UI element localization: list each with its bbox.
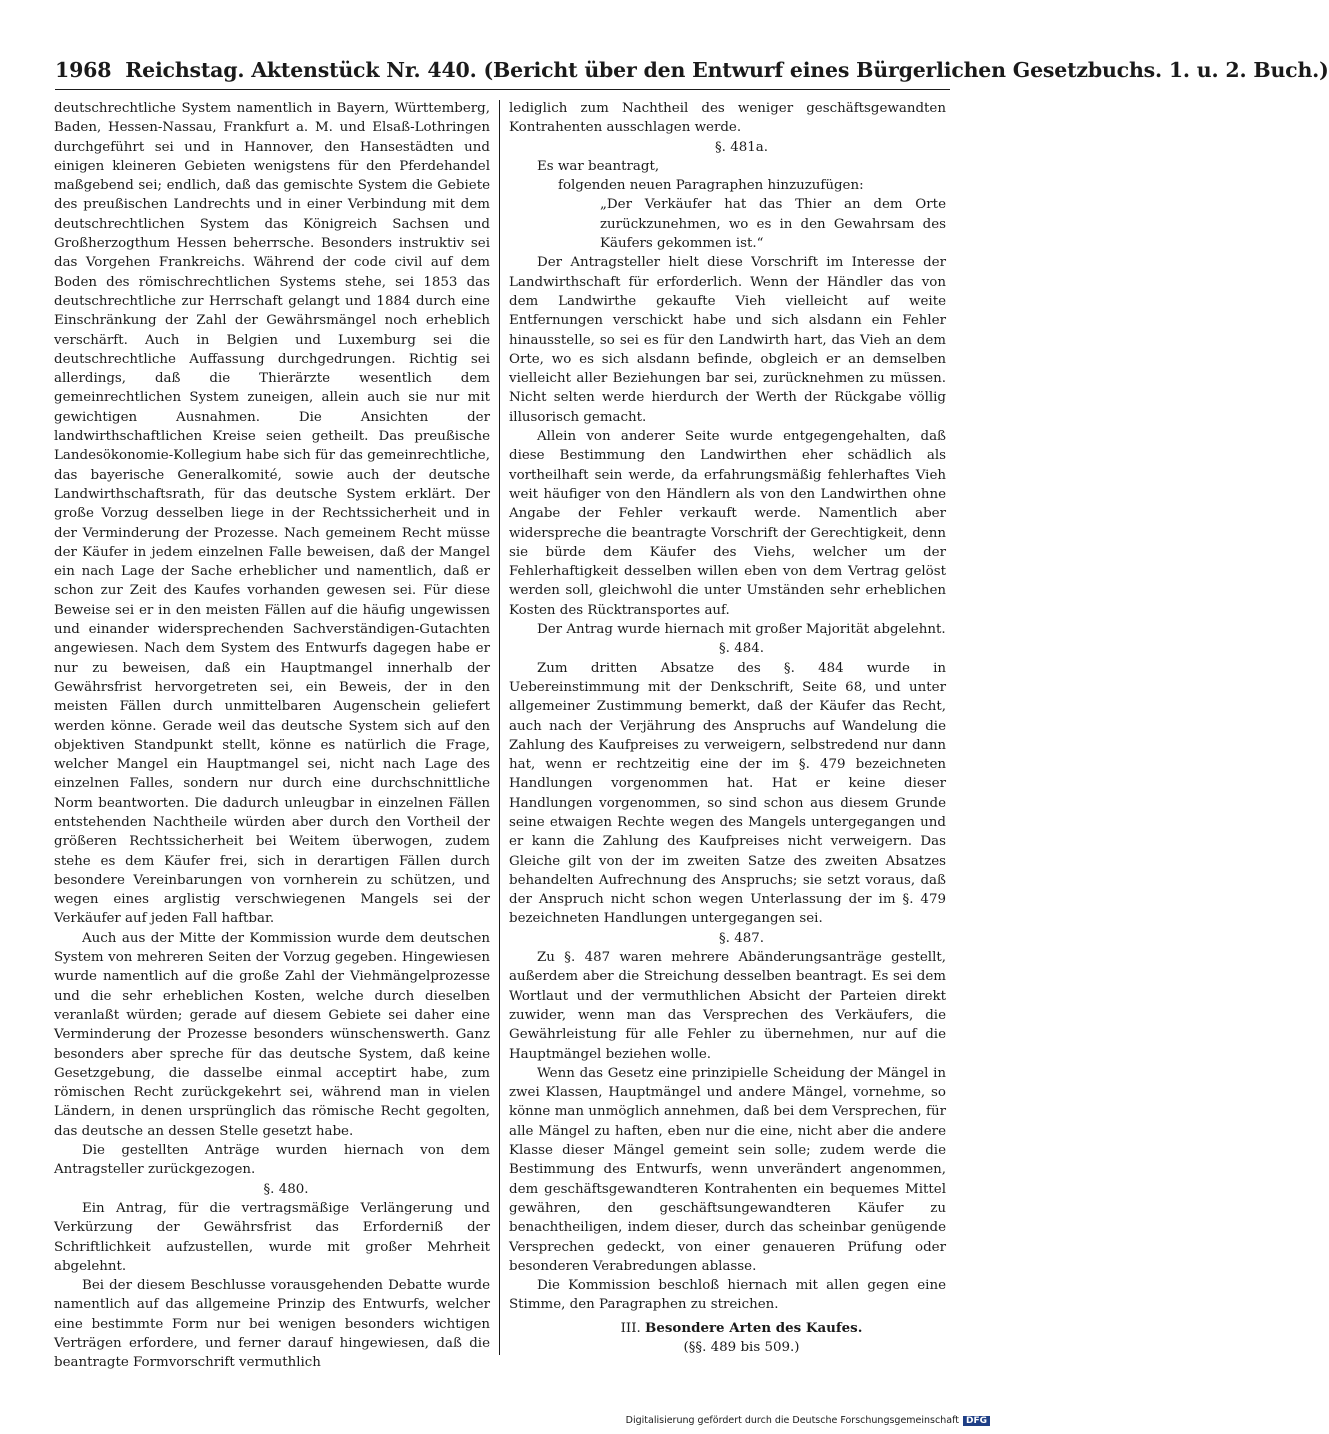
- dfg-logo: DFG: [963, 1416, 990, 1426]
- header-rule: [55, 89, 950, 90]
- column-divider: [499, 100, 500, 1355]
- right-column: [509, 99, 946, 1357]
- section-heading-487: §. 487.: [718, 930, 765, 946]
- paragraph: Zu §. 487 waren mehrere Abänderungsanträge gestellt, außerdem aber die Streichung desselben beantragt. Es sei dem Wortlaut und der vermuthlichen Absicht der Parteien direkt zuwider, wenn man das Versprechen des Verkäufers, die Gewährleistung für alle Fehler zu übernehmen, nur auf die Hauptmängel beziehen wolle.: [509, 950, 946, 1062]
- page-header-title: Reichstag. Aktenstück Nr. 440. (Bericht über den Entwurf eines Bürgerlichen Gesetzbuchs. 1. u. 2. Buch.): [125, 58, 1329, 82]
- proposed-paragraph-quote: „Der Verkäufer hat das Thier an dem Orte zurückzunehmen, wo es in den Gewahrsam des Käufers gekommen ist.“: [600, 197, 946, 252]
- part-heading-number: III.: [620, 1320, 641, 1336]
- part-heading-range: (§§. 489 bis 509.): [683, 1340, 800, 1355]
- paragraph: Zum dritten Absatze des §. 484 wurde in Uebereinstimmung mit der Denkschrift, Seite 68, und unter allgemeiner Zustimmung bemerkt, daß der Käufer das Recht, auch nach der Verjährung des Anspruchs auf Wandelung die Zahlung des Kaufpreises zu verweigern, selbstredend nur dann hat, wenn er rechtzeitig eine der im §. 479 bezeichneten Handlungen vorgenommen hat. Hat er keine dieser Handlungen vorgenommen, so sind schon aus diesem Grunde seine etwaigen Rechte wegen des Mangels untergegangen und er kann die Zahlung des Kaufpreises nicht verweigern. Das Gleiche gilt von der im zweiten Satze des zweiten Absatzes behandelten Aufrechnung des Anspruchs; sie setzt voraus, daß der Anspruch nicht schon wegen Unterlassung der im §. 479 bezeichneten Handlungen untergegangen sei.: [509, 660, 946, 927]
- paragraph: Der Antrag wurde hiernach mit großer Majorität abgelehnt.: [537, 622, 946, 638]
- section-heading-480: §. 480.: [263, 1181, 309, 1197]
- paragraph: Auch aus der Mitte der Kommission wurde dem deutschen System von mehreren Seiten der Vorzug gegeben. Hingewiesen wurde namentlich auf die große Zahl der Viehmängelprozesse und die sehr erheblichen Kosten, welche durch dieselben veranlaßt würden; gerade auf diesem Gebiete sei daher eine Verminderung der Prozesse besonders wünschenswerth. Ganz besonders aber spreche für das deutsche System, daß keine Gesetzgebung, die dasselbe einmal acceptirt habe, zum römischen Recht zurückgekehrt sei, während man in vielen Ländern, in denen ursprünglich das römische Recht gegolten, das deutsche an dessen Stelle gesetzt habe.: [54, 930, 490, 1139]
- paragraph: Die Kommission beschloß hiernach mit allen gegen eine Stimme, den Paragraphen zu streichen.: [509, 1278, 946, 1313]
- paragraph: Ein Antrag, für die vertragsmäßige Verlängerung und Verkürzung der Gewährsfrist das Erforderniß der Schriftlichkeit aufzustellen, wurde mit großer Mehrheit abgelehnt.: [54, 1200, 490, 1274]
- paragraph: Der Antragsteller hielt diese Vorschrift im Interesse der Landwirthschaft für erforderlich. Wenn der Händler das von dem Landwirthe gekaufte Vieh vielleicht auf weite Entfernungen verschickt habe und sich alsdann ein Fehler hinausstelle, so sei es für den Landwirth hart, das Vieh an dem Orte, wo es sich alsdann befinde, obgleich er an demselben vielleicht aller Beziehungen bar sei, zurücknehmen zu müssen. Nicht selten werde hierdurch der Werth der Rückgabe völlig illusorisch gemacht.: [509, 255, 946, 425]
- paragraph: deutschrechtliche System namentlich in Bayern, Württemberg, Baden, Hessen-Nassau, Frankfurt a. M. und Elsaß-Lothringen durchgeführt sei und in Hannover, den Hansestädten und einigen kleineren Gebieten wenigstens für den Pferdehandel maßgebend sei; endlich, daß das gemischte System die Gebiete des preußischen Landrechts und in einer Verbindung mit dem deutschrechtlichen System das Königreich Sachsen und Großherzogthum Hessen beherrsche. Besonders instruktiv sei das Vorgehen Frankreichs. Während der code civil auf dem Boden des römischrechtlichen Systems stehe, sei 1853 das deutschrechtliche zur Herrschaft gelangt und 1884 durch eine Einschränkung der Zahl der Gewährsmängel noch erheblich verschärft. Auch in Belgien und Luxemburg sei die deutschrechtliche Auffassung durchgedrungen. Richtig sei allerdings, daß die Thierärzte wesentlich dem gemeinrechtlichen System zuneigen, allein auch sie nur mit gewichtigen Ausnahmen. Die Ansichten der landwirthschaftlichen Kreise seien getheilt. Das preußische Landesökonomie-Kollegium habe sich für das gemeinrechtliche, das bayerische Generalkomité, sowie auch der deutsche Landwirthschaftsrath, für das deutsche System erklärt. Der große Vorzug desselben liege in der Rechtssicherheit und in der Verminderung der Prozesse. Nach gemeinem Recht müsse der Käufer in jedem einzelnen Falle beweisen, daß der Mangel ein nach Lage der Sache erheblicher und namentlich, daß er schon zur Zeit des Kaufes vorhanden gewesen sei. Für diese Beweise sei er in den meisten Fällen auf die häufig ungewissen und einander widersprechenden Sachverständigen-Gutachten angewiesen. Nach dem System des Entwurfs dagegen habe er nur zu beweisen, daß ein Hauptmangel innerhalb der Gewährsfrist hervorgetreten sei, ein Beweis, der in den meisten Fällen durch unmittelbaren Augenschein geliefert werden könne. Gerade weil das deutsche System sich auf den objektiven Standpunkt stellt, könne es natürlich die Frage, welcher Mangel ein Hauptmangel sei, nicht nach Lage des einzelnen Falles, sondern nur durch eine durchschnittliche Norm beantworten. Die dadurch unleugbar in einzelnen Fällen entstehenden Nachtheile würden aber durch den Vortheil der größeren Rechtssicherheit bei Weitem überwogen, zudem stehe es dem Käufer frei, sich in derartigen Fällen durch besondere Vereinbarungen von vornherein zu schützen, und wegen eines arglistig verschwiegenen Mangels sei der Verkäufer auf jeden Fall haftbar.: [54, 101, 490, 927]
- paragraph: Die gestellten Anträge wurden hiernach von dem Antragsteller zurückgezogen.: [54, 1143, 490, 1178]
- part-heading: [509, 1319, 946, 1338]
- footer-text: Digitalisierung gefördert durch die Deutsche Forschungsgemeinschaft: [625, 1415, 959, 1426]
- page-number: 1968: [55, 58, 112, 82]
- paragraph: lediglich zum Nachtheil des weniger geschäftsgewandten Kontrahenten ausschlagen werde.: [509, 101, 946, 136]
- paragraph: Allein von anderer Seite wurde entgegengehalten, daß diese Bestimmung den Landwirthen eher schädlich als vortheilhaft sein werde, da erfahrungsmäßig fehlerhaftes Vieh weit häufiger von den Händlern als von den Landwirthen ohne Angabe der Fehler verkauft werde. Namentlich aber widerspreche die beantragte Vorschrift der Gerechtigkeit, denn sie bürde dem Käufer des Viehs, welcher um der Fehlerhaftigkeit desselben willen eben von dem Vertrag gelöst werden soll, gleichwohl die unter Umständen sehr erheblichen Kosten des Rücktransportes auf.: [509, 429, 946, 618]
- page-header: [55, 58, 1329, 90]
- left-column: [54, 99, 490, 1373]
- digitization-footer: [600, 1415, 990, 1433]
- paragraph: Bei der diesem Beschlusse vorausgehenden Debatte wurde namentlich auf das allgemeine Prinzip des Entwurfs, welcher eine bestimmte Form nur bei wenigen besonders wichtigen Verträgen erfordere, und ferner darauf hingewiesen, daß die beantragte Formvorschrift vermuthlich: [54, 1278, 490, 1371]
- part-heading-title: Besondere Arten des Kaufes.: [645, 1319, 863, 1336]
- motion-line: folgenden neuen Paragraphen hinzuzufügen:: [558, 178, 864, 194]
- section-heading-481a: §. 481a.: [714, 139, 768, 155]
- motion-line: Es war beantragt,: [537, 158, 660, 174]
- section-heading-484: §. 484.: [718, 641, 765, 657]
- paragraph: Wenn das Gesetz eine prinzipielle Scheidung der Mängel in zwei Klassen, Hauptmängel und andere Mängel, vornehme, so könne man unmöglich annehmen, daß bei dem Versprechen, für alle Mängel zu haften, eben nur die eine, nicht aber die andere Klasse dieser Mängel gemeint sein solle; zudem werde die Bestimmung des Entwurfs, wenn unverändert angenommen, dem geschäftsgewandteren Kontrahenten ein bequemes Mittel gewähren, den geschäftsungewandteren Käufer zu benachtheiligen, indem dieser, durch das scheinbar genügende Versprechen gedeckt, von einer genaueren Prüfung oder besonderen Verabredungen ablasse.: [509, 1065, 946, 1274]
